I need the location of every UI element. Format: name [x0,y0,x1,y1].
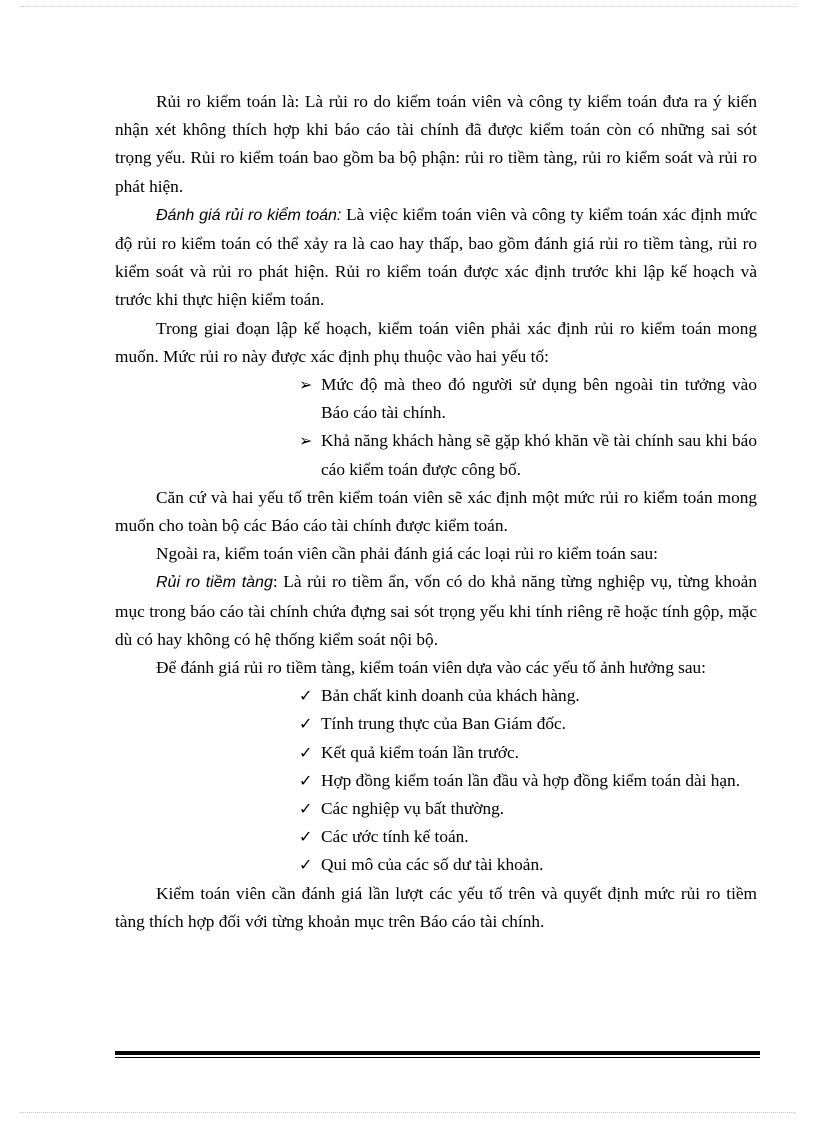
paragraph-audit-risk-assessment-body: Là việc kiểm toán viên và công ty kiểm toán xác định mức độ rủi ro kiểm toán có thể xảy ra là cao hay thấp, bao gồm đánh giá rủi ro tiềm tàng, rủi ro kiểm soát và rủi ro phát hiện. Rủi ro kiểm toán được xác định trước khi lập kế hoạch và trước khi thực hiện kiểm toán. [115,204,758,310]
paragraph-inherent-risk [115,568,757,654]
arrow-bullet-icon: ➢ [299,431,313,451]
arrow-list [115,371,757,484]
check-list [115,682,757,879]
list-item: ✓ Hợp đồng kiểm toán lần đầu và hợp đồng kiểm toán dài hạn. [303,767,757,795]
list-item: ✓ Các ước tính kế toán. [303,823,757,851]
list-item: ✓ Tính trung thực của Ban Giám đốc. [303,710,757,738]
check-bullet-icon: ✓ [299,742,313,762]
paragraph-other-risks: Ngoài ra, kiểm toán viên cần phải đánh giá các loại rủi ro kiểm toán sau: [156,544,658,564]
check-bullet-icon: ✓ [299,686,313,706]
paragraph-factors-intro: Để đánh giá rủi ro tiềm tàng, kiểm toán viên dựa vào các yếu tố ảnh hưởng sau: [156,658,706,678]
term-inherent-risk: Rủi ro tiềm tàng [156,574,273,592]
page-bottom-border [20,1112,796,1113]
paragraph-audit-risk-definition: Rủi ro kiểm toán là: Là rủi ro do kiểm toán viên và công ty kiểm toán đưa ra ý kiến nhận xét không thích hợp khi báo cáo tài chính đã được kiểm toán còn có những sai sót trọng yếu. Rủi ro kiểm toán bao gồm ba bộ phận: rủi ro tiềm tàng, rủi ro kiểm soát và rủi ro phát hiện. [115,92,757,196]
term-audit-risk-assessment: Đánh giá rủi ro kiểm toán: [156,206,342,224]
list-item: ✓ Bản chất kinh doanh của khách hàng. [303,682,757,710]
check-bullet-icon: ✓ [299,855,313,875]
list-item: ➢ Mức độ mà theo đó người sử dụng bên ngoài tin tưởng vào Báo cáo tài chính. [303,371,757,427]
page-top-border [20,6,796,7]
check-bullet-icon: ✓ [299,799,313,819]
list-item: ✓ Kết quả kiểm toán lần trước. [303,739,757,767]
paragraph-conclusion: Kiểm toán viên cần đánh giá lần lượt các yếu tố trên và quyết định mức rủi ro tiềm tàng thích hợp đối với từng khoản mục trên Báo cáo tài chính. [115,883,757,931]
paragraph-audit-risk-assessment [115,201,757,315]
check-bullet-icon: ✓ [299,770,313,790]
list-item: ✓ Qui mô của các số dư tài khoản. [303,851,757,879]
check-bullet-icon: ✓ [299,714,313,734]
list-item: ➢ Khả năng khách hàng sẽ gặp khó khăn về tài chính sau khi báo cáo kiểm toán được công bố. [303,427,757,483]
check-bullet-icon: ✓ [299,827,313,847]
footer-divider-thin [115,1057,760,1058]
paragraph-desired-risk: Căn cứ và hai yếu tố trên kiểm toán viên sẽ xác định một mức rủi ro kiểm toán mong muốn cho toàn bộ các Báo cáo tài chính được kiểm toán. [115,487,757,536]
footer-divider [115,1051,760,1055]
paragraph-planning-stage: Trong giai đoạn lập kế hoạch, kiểm toán viên phải xác định rủi ro kiểm toán mong muốn. Mức rủi ro này được xác định phụ thuộc vào hai yếu tố: [115,318,757,366]
paragraph-inherent-risk-body: : Là rủi ro tiềm ẩn, vốn có do khả năng từng nghiệp vụ, từng khoản mục trong báo cáo tài chính chứa đựng sai sót trọng yếu khi tính riêng rẽ hoặc tính gộp, mặc dù có hay không có hệ thống kiểm soát nội bộ. [115,572,757,649]
document-body [115,88,757,936]
list-item: ✓ Các nghiệp vụ bất thường. [303,795,757,823]
arrow-bullet-icon: ➢ [299,375,313,395]
